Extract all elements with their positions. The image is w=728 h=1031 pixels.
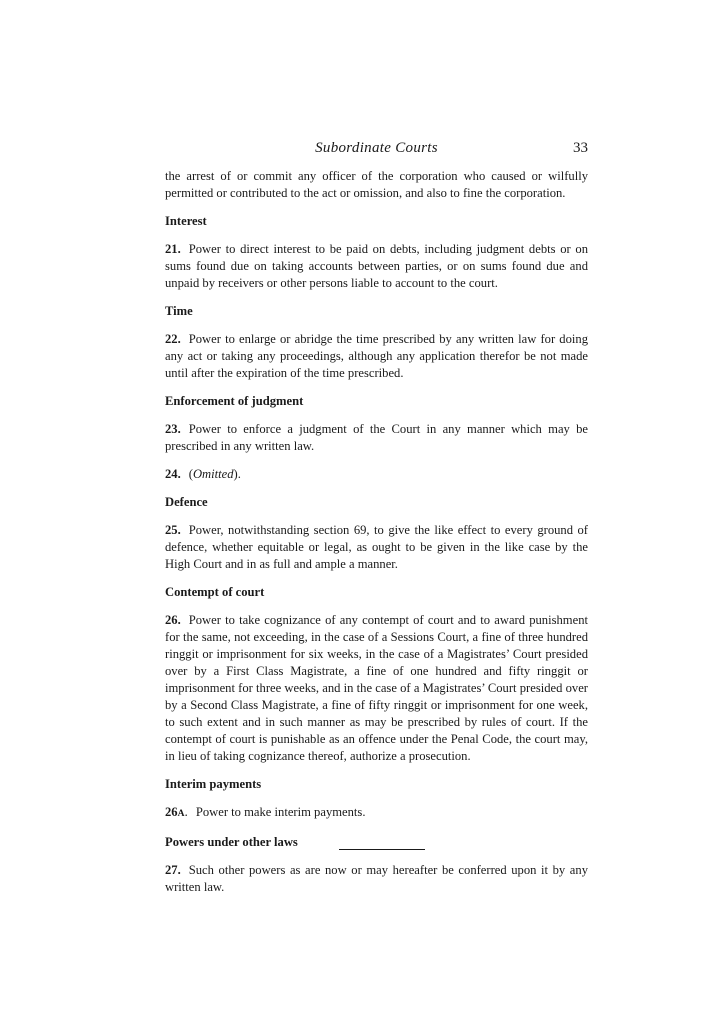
section-text: Power, notwithstanding section 69, to give the like effect to every ground of defence, whether equitable or legal, as ought to be given in the like case by the High Court and in as full and ample a manner. <box>165 523 588 571</box>
intro-paragraph: the arrest of or commit any officer of the corporation who caused or wilfully permitted or contributed to the act or omission, and also to fine the corporation. <box>165 169 588 200</box>
section-heading-contempt: Contempt of court <box>165 585 265 599</box>
close-paren: ). <box>233 467 241 481</box>
section-text: Power to take cognizance of any contempt of court and to award punishment for the same, not exceeding, in the case of a Sessions Court, a fine of three hundred ringgit or imprisonment for six weeks, in the case of a Magistrates’ Court presided over by a First Class Magistrate, a fine of one hundred and fifty ringgit or imprisonment for three weeks, and in the case of a Magistrates’ Court presided over by a Second Class Magistrate, a fine of fifty ringgit or imprisonment for one week, to such extent and in such manner as may be prescribed by rules of court. If the contempt of court is punishable as an offence under the Penal Code, the court may, in lieu of taking cognizance thereof, authorize a prosecution. <box>165 613 588 763</box>
section-text: Power to enforce a judgment of the Court in any manner which may be prescribed in any written law. <box>165 422 588 453</box>
section-heading-enforcement: Enforcement of judgment <box>165 394 304 408</box>
section-21 <box>165 241 588 292</box>
section-heading-defence: Defence <box>165 495 208 509</box>
section-text: Such other powers as are now or may hereafter be conferred upon it by any written law. <box>165 863 588 894</box>
section-number: 23. <box>165 422 181 436</box>
section-27 <box>165 862 588 896</box>
omitted-text: Omitted <box>192 467 234 481</box>
section-25 <box>165 522 588 573</box>
running-header <box>165 140 588 164</box>
section-text: Power to make interim payments. <box>195 805 366 819</box>
end-rule-divider <box>339 849 425 850</box>
document-page <box>165 140 588 896</box>
section-text: Power to direct interest to be paid on debts, including judgment debts or on sums found due on taking accounts between parties, or on sums found due and unpaid by receivers or other persons liable to account to the court. <box>165 242 588 290</box>
section-number: 24. <box>165 467 181 481</box>
section-heading-interest: Interest <box>165 214 207 228</box>
section-number-suffix: A. <box>177 809 188 819</box>
section-number: 25. <box>165 523 181 537</box>
section-number-main: 26 <box>165 805 178 819</box>
section-number: 27. <box>165 863 181 877</box>
section-26a <box>165 804 588 823</box>
section-number: 21. <box>165 242 181 256</box>
open-paren: ( <box>188 467 193 481</box>
section-24 <box>165 466 588 483</box>
section-26 <box>165 612 588 765</box>
section-22 <box>165 331 588 382</box>
running-title: Subordinate Courts <box>315 140 438 156</box>
section-number <box>165 805 188 819</box>
section-number: 22. <box>165 332 181 346</box>
section-heading-time: Time <box>165 304 193 318</box>
section-number: 26. <box>165 613 181 627</box>
section-23 <box>165 421 588 455</box>
section-heading-other-laws: Powers under other laws <box>165 835 298 849</box>
page-number: 33 <box>573 140 588 156</box>
section-heading-interim-payments: Interim payments <box>165 777 262 791</box>
section-text: Power to enlarge or abridge the time prescribed by any written law for doing any act or taking any proceedings, although any application therefor be not made until after the expiration of the time prescribed. <box>165 332 588 380</box>
